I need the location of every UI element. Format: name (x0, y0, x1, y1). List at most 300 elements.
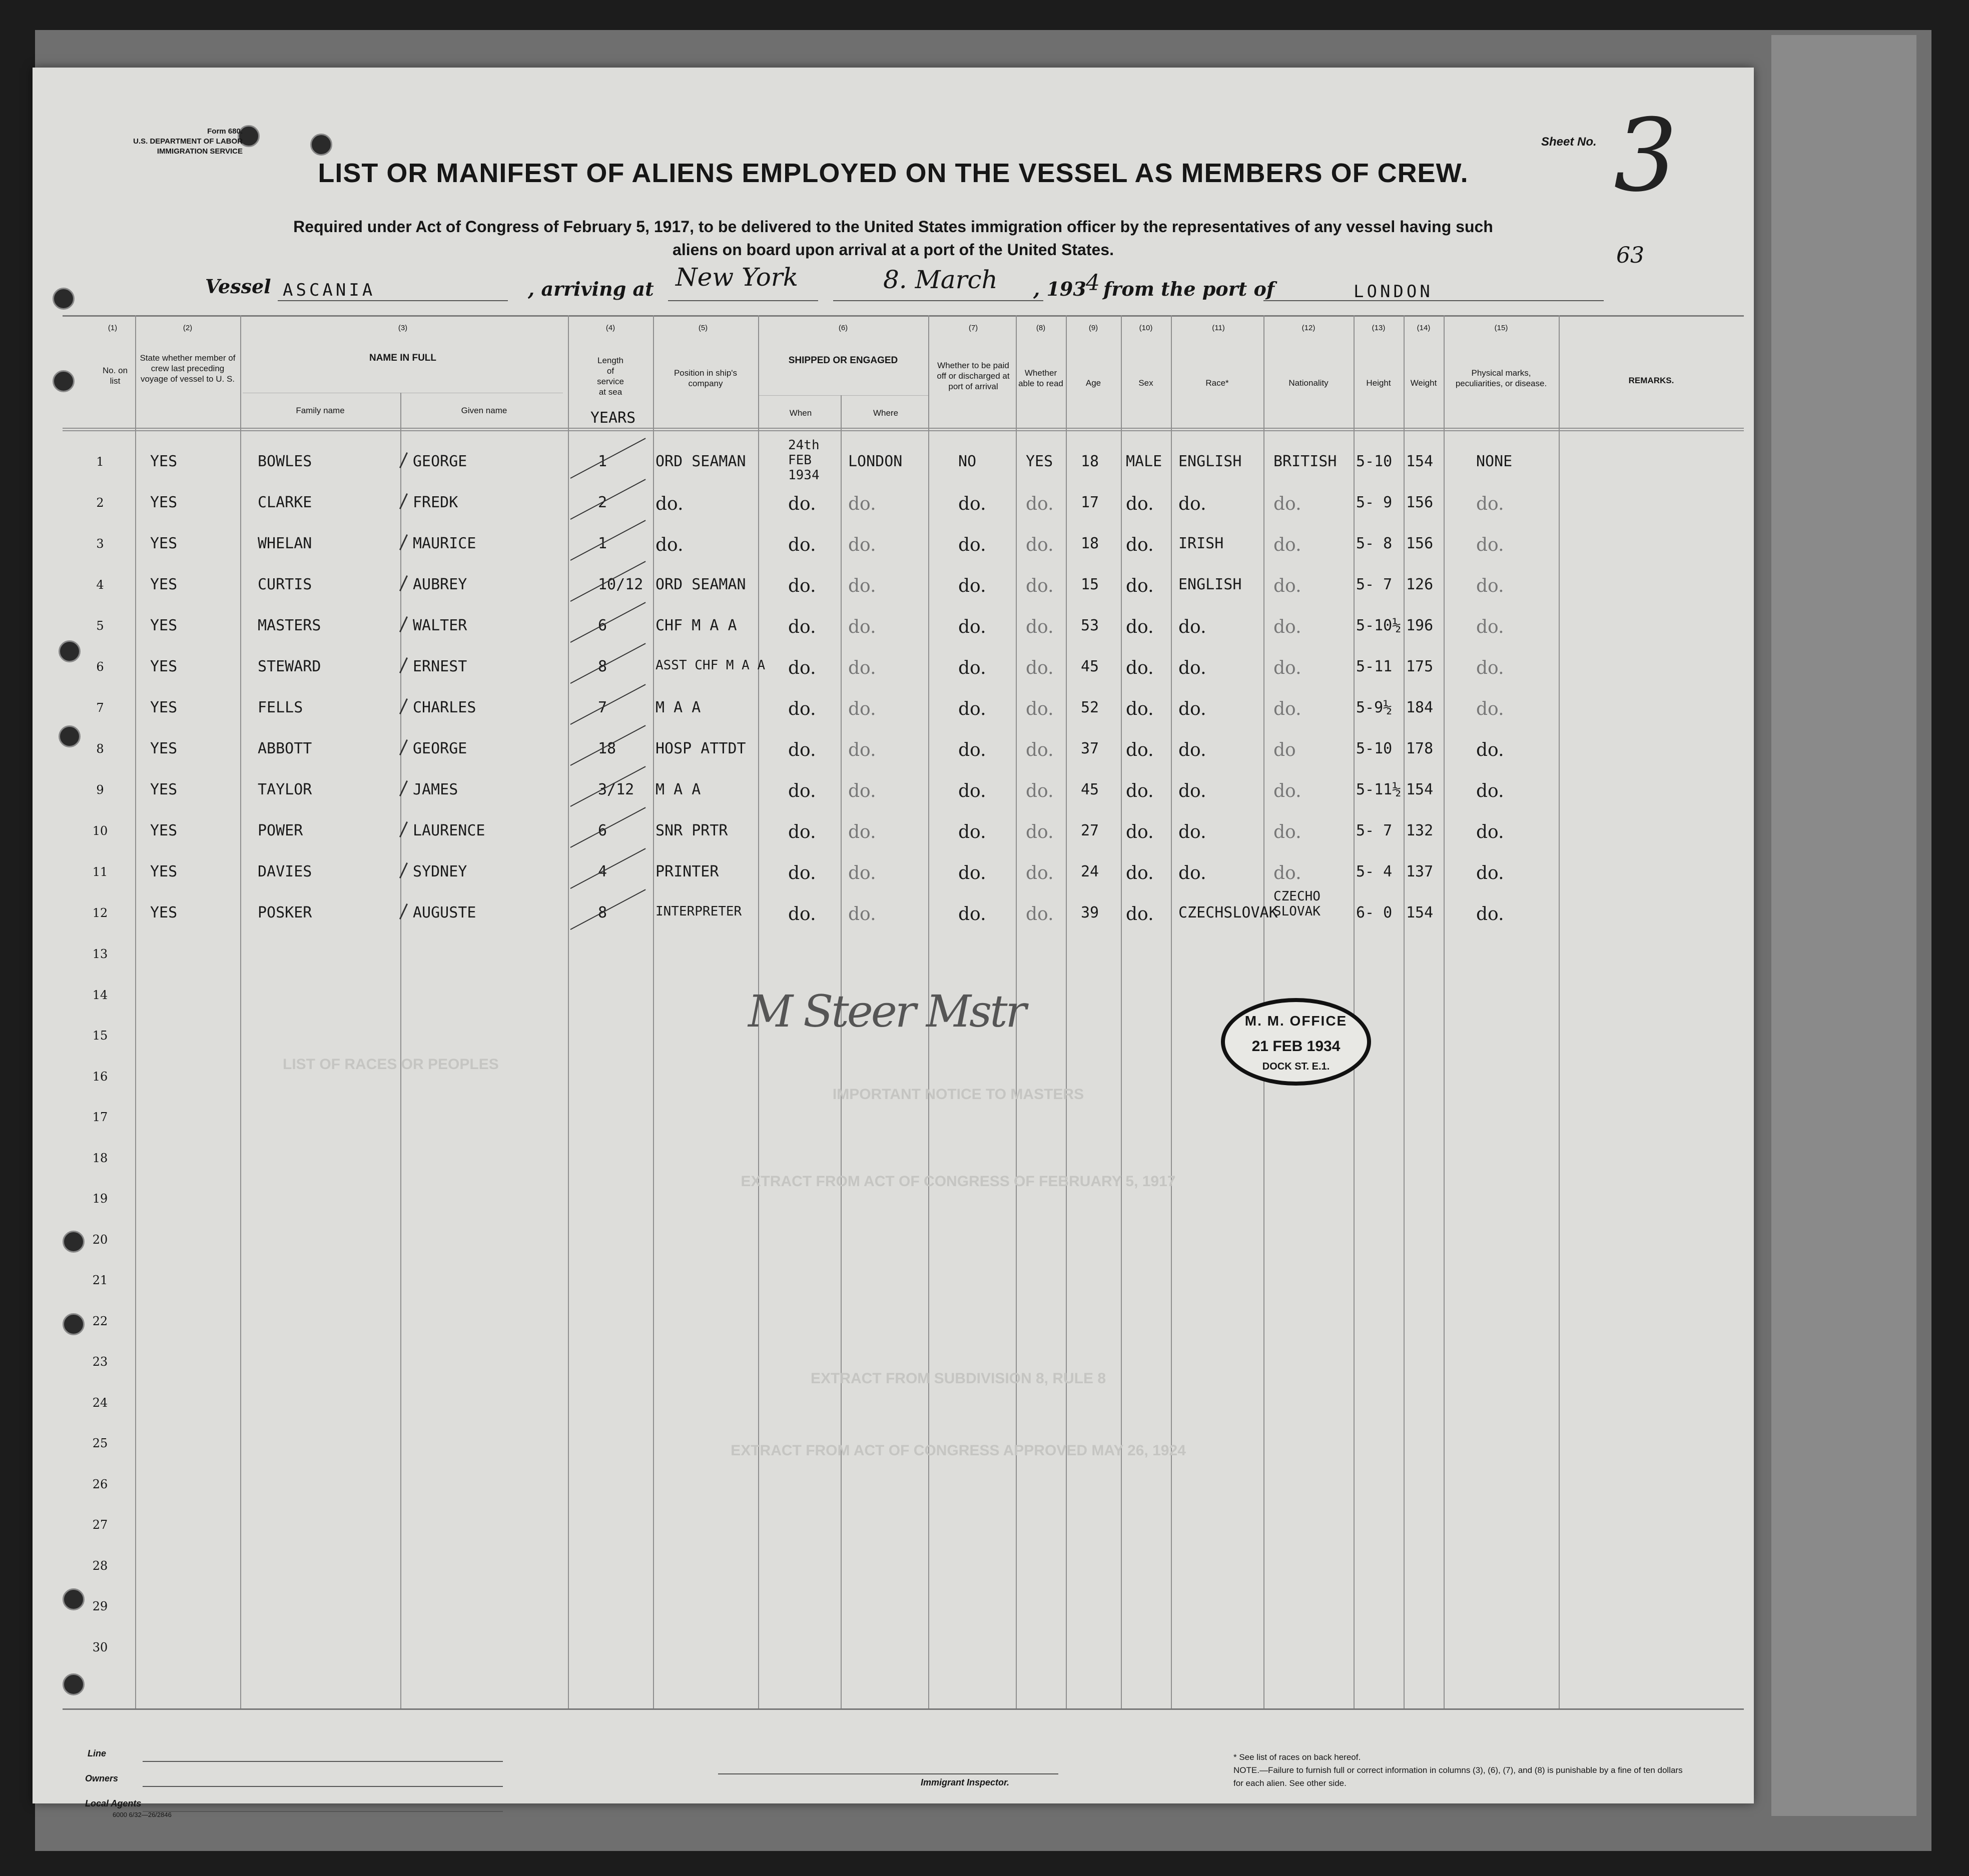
arriving-label: , arriving at (528, 278, 654, 300)
punch-hole (53, 288, 75, 310)
row-number: 17 (92, 1110, 108, 1124)
service-length-cell[interactable]: 3/12 (598, 781, 634, 798)
row-number: 18 (92, 1151, 108, 1165)
able-to-read-cell[interactable]: do. (1026, 822, 1054, 842)
sex-cell[interactable]: do. (1126, 617, 1154, 637)
given-name-cell[interactable]: LAURENCE (413, 822, 485, 839)
given-name-cell[interactable]: GEORGE (413, 740, 467, 757)
given-name-cell[interactable]: SYDNEY (413, 863, 467, 880)
subtitle (183, 215, 1604, 261)
position-cell[interactable]: M A A (655, 781, 701, 798)
family-name-cell[interactable]: FELLS (258, 699, 303, 716)
sex-cell[interactable]: do. (1126, 781, 1154, 801)
given-name-cell[interactable]: AUBREY (413, 576, 467, 593)
height-cell[interactable]: 5- 7 (1356, 822, 1393, 839)
position-cell[interactable]: M A A (655, 699, 701, 716)
family-name-cell[interactable]: MASTERS (258, 617, 321, 634)
given-name-cell[interactable]: FREDK (413, 494, 458, 511)
height-cell[interactable]: 6- 0 (1356, 904, 1393, 921)
physical-marks-cell[interactable]: do. (1476, 740, 1504, 760)
tally-stroke (570, 479, 646, 520)
col-14-header: Weight (1410, 378, 1437, 388)
shipped-when-cell[interactable]: do. (788, 535, 816, 555)
stamp-top-text: M. M. OFFICE (1244, 1013, 1348, 1029)
sex-cell[interactable]: do. (1126, 904, 1154, 924)
physical-marks-cell[interactable]: do. (1476, 904, 1504, 924)
row-number: 12 (92, 906, 108, 920)
given-name-cell[interactable]: MAURICE (413, 535, 476, 552)
age-cell[interactable]: 45 (1081, 658, 1099, 675)
age-cell[interactable]: 52 (1081, 699, 1099, 716)
paid-off-cell[interactable]: do. (958, 904, 986, 924)
height-cell[interactable]: 5- 7 (1356, 576, 1393, 593)
position-cell[interactable]: CHF M A A (655, 617, 737, 634)
position-cell[interactable]: ASST CHF M A A (655, 658, 766, 673)
col-15-number: (15) (1494, 324, 1508, 332)
family-name-cell[interactable]: STEWARD (258, 658, 321, 675)
row-number: 16 (92, 1069, 108, 1084)
family-name-cell[interactable]: ABBOTT (258, 740, 312, 757)
nationality-cell[interactable]: do (1273, 740, 1296, 760)
weight-cell[interactable]: 132 (1406, 822, 1434, 839)
shipped-when-cell[interactable]: do. (788, 863, 816, 883)
penalty-note: NOTE.—Failure to furnish full or correct information in columns (3), (6), (7), and (8) is punishable by a fine of ten dollars for each alien. See other side. (1233, 1765, 1683, 1788)
row-number: 24 (92, 1395, 108, 1410)
punch-hole (59, 725, 81, 747)
row-number: 7 (96, 701, 104, 715)
able-to-read-cell[interactable]: do. (1026, 535, 1054, 555)
able-to-read-cell[interactable]: do. (1026, 740, 1054, 760)
physical-marks-cell[interactable]: do. (1476, 617, 1504, 637)
weight-cell[interactable]: 196 (1406, 617, 1434, 634)
tally-stroke (570, 602, 646, 643)
family-name-cell[interactable]: WHELAN (258, 535, 312, 552)
date-value[interactable]: 8. March (883, 265, 998, 294)
service-length-cell[interactable]: 8 (598, 658, 607, 675)
col-13-number: (13) (1372, 324, 1386, 332)
weight-cell[interactable]: 156 (1406, 494, 1434, 511)
height-cell[interactable]: 5-10 (1356, 740, 1393, 757)
height-cell[interactable]: 5-10½ (1356, 617, 1402, 634)
weight-cell[interactable]: 137 (1406, 863, 1434, 880)
position-cell[interactable]: ORD SEAMAN (655, 453, 746, 470)
age-cell[interactable]: 24 (1081, 863, 1099, 880)
col-8-number: (8) (1036, 324, 1046, 332)
service-length-cell[interactable]: 2 (598, 494, 607, 511)
row-number: 8 (96, 742, 104, 756)
shipped-where-cell[interactable]: do. (848, 617, 876, 637)
shipped-when-cell[interactable]: do. (788, 576, 816, 596)
col-8-header: Whether able to read (1018, 368, 1063, 388)
able-to-read-cell[interactable]: do. (1026, 658, 1054, 678)
paid-off-cell[interactable]: do. (958, 576, 986, 596)
nationality-cell[interactable]: do. (1273, 494, 1301, 514)
position-cell[interactable]: SNR PRTR (655, 822, 728, 839)
sex-cell[interactable]: do. (1126, 699, 1154, 719)
paid-off-cell[interactable]: do. (958, 822, 986, 842)
col-9-number: (9) (1088, 324, 1098, 332)
sex-cell[interactable]: do. (1126, 822, 1154, 842)
row-number: 15 (92, 1029, 108, 1043)
prev-voyage-cell[interactable]: YES (150, 494, 178, 511)
bleed-heading-1: LIST OF RACES OR PEOPLES (283, 1056, 499, 1073)
punch-hole (63, 1588, 85, 1610)
height-cell[interactable]: 5- 8 (1356, 535, 1393, 552)
given-name-cell[interactable]: AUGUSTE (413, 904, 476, 921)
prev-voyage-cell[interactable]: YES (150, 453, 178, 470)
row-number: 9 (96, 783, 104, 797)
tally-stroke (570, 520, 646, 561)
height-cell[interactable]: 5-11½ (1356, 781, 1402, 798)
col-3-given-header: Given name (461, 406, 507, 415)
col-6-header: SHIPPED OR ENGAGED (788, 355, 898, 366)
physical-marks-cell[interactable]: do. (1476, 822, 1504, 842)
age-cell[interactable]: 45 (1081, 781, 1099, 798)
shipped-where-cell[interactable]: do. (848, 863, 876, 883)
position-cell[interactable]: HOSP ATTDT (655, 740, 746, 757)
height-cell[interactable]: 5-11 (1356, 658, 1393, 675)
owners-label: Owners (85, 1773, 119, 1783)
nationality-cell[interactable]: CZECHO SLOVAK (1273, 889, 1321, 919)
tally-stroke (570, 889, 646, 930)
physical-marks-cell[interactable]: do. (1476, 863, 1504, 883)
tally-stroke (570, 684, 646, 725)
tally-stroke (570, 643, 646, 684)
family-name-cell[interactable]: POWER (258, 822, 303, 839)
col-11-number: (11) (1212, 324, 1225, 332)
shipped-where-cell[interactable]: do. (848, 781, 876, 801)
shipped-where-cell[interactable]: do. (848, 822, 876, 842)
weight-cell[interactable]: 184 (1406, 699, 1434, 716)
row-number: 20 (92, 1232, 108, 1247)
physical-marks-cell[interactable]: do. (1476, 494, 1504, 514)
row-number: 10 (92, 824, 108, 838)
see-races-note: * See list of races on back hereof. (1233, 1752, 1361, 1762)
age-cell[interactable]: 39 (1081, 904, 1099, 921)
row-number: 13 (92, 947, 108, 961)
physical-marks-cell[interactable]: NONE (1476, 453, 1513, 470)
shipped-where-cell[interactable]: do. (848, 576, 876, 596)
family-name-cell[interactable]: TAYLOR (258, 781, 312, 798)
nationality-cell[interactable]: do. (1273, 576, 1301, 596)
height-cell[interactable]: 5- 9 (1356, 494, 1393, 511)
weight-cell[interactable]: 154 (1406, 781, 1434, 798)
service: IMMIGRATION SERVICE (157, 147, 243, 156)
position-cell[interactable]: PRINTER (655, 863, 719, 880)
row-number: 21 (92, 1273, 108, 1287)
row-number: 23 (92, 1355, 108, 1369)
shipped-when-cell[interactable]: do. (788, 740, 816, 760)
position-cell[interactable]: do. (655, 535, 684, 555)
race-cell[interactable]: do. (1178, 822, 1206, 842)
row-number: 1 (96, 455, 104, 469)
nationality-cell[interactable]: do. (1273, 699, 1301, 719)
able-to-read-cell[interactable]: do. (1026, 617, 1054, 637)
paid-off-cell[interactable]: do. (958, 781, 986, 801)
service-length-cell[interactable]: 4 (598, 863, 607, 880)
col-10-number: (10) (1139, 324, 1153, 332)
shipped-where-cell[interactable]: do. (848, 740, 876, 760)
punch-hole (310, 134, 332, 156)
prev-voyage-cell[interactable]: YES (150, 699, 178, 716)
punch-hole (63, 1673, 85, 1695)
weight-cell[interactable]: 156 (1406, 535, 1434, 552)
given-name-cell[interactable]: CHARLES (413, 699, 476, 716)
form-print-code: 6000 6/32—26/2846 (113, 1811, 172, 1818)
page-title: LIST OR MANIFEST OF ALIENS EMPLOYED ON THE VESSEL AS MEMBERS OF CREW. (318, 158, 1469, 188)
col-1-header: No. on list (102, 366, 128, 386)
shipped-where-cell[interactable]: do. (848, 904, 876, 924)
col-4-header: Length of service at sea (597, 356, 624, 397)
able-to-read-cell[interactable]: YES (1026, 453, 1053, 470)
local-agents-label: Local Agents (85, 1798, 142, 1808)
row-number: 2 (96, 496, 104, 510)
shipped-where-cell[interactable]: do. (848, 494, 876, 514)
given-name-cell[interactable]: WALTER (413, 617, 467, 634)
row-number: 28 (92, 1558, 108, 1573)
col-7-header: Whether to be paid off or discharged at port of arrival (937, 361, 1010, 391)
row-number: 19 (92, 1192, 108, 1206)
family-name-cell[interactable]: BOWLES (258, 453, 312, 470)
sex-cell[interactable]: MALE (1126, 453, 1162, 470)
col-9-header: Age (1085, 378, 1101, 388)
paid-off-cell[interactable]: do. (958, 494, 986, 514)
age-cell[interactable]: 53 (1081, 617, 1099, 634)
col-6-number: (6) (838, 324, 848, 332)
col-12-number: (12) (1301, 324, 1316, 332)
position-cell[interactable]: do. (655, 494, 684, 514)
race-cell[interactable]: do. (1178, 617, 1206, 637)
physical-marks-cell[interactable]: do. (1476, 781, 1504, 801)
given-name-cell[interactable]: GEORGE (413, 453, 467, 470)
shipped-where-cell[interactable]: LONDON (848, 453, 903, 470)
master-signature: M Steer Mstr (748, 986, 1025, 1037)
row-number: 4 (96, 578, 104, 592)
form-number: Form 680. (207, 127, 243, 136)
row-number: 26 (92, 1477, 108, 1491)
prev-voyage-cell[interactable]: YES (150, 535, 178, 552)
backing-sheet-right (1771, 35, 1916, 1816)
able-to-read-cell[interactable]: do. (1026, 494, 1054, 514)
prev-voyage-cell[interactable]: YES (150, 658, 178, 675)
race-cell[interactable]: do. (1178, 863, 1206, 883)
service-length-cell[interactable]: 6 (598, 822, 607, 839)
sex-cell[interactable]: do. (1126, 576, 1154, 596)
age-cell[interactable]: 18 (1081, 453, 1099, 470)
race-cell[interactable]: CZECHSLOVAK (1178, 904, 1278, 921)
nationality-cell[interactable]: do. (1273, 863, 1301, 883)
given-name-cell[interactable]: JAMES (413, 781, 458, 798)
age-cell[interactable]: 37 (1081, 740, 1099, 757)
family-name-cell[interactable]: DAVIES (258, 863, 312, 880)
row-number: 27 (92, 1518, 108, 1532)
position-cell[interactable]: ORD SEAMAN (655, 576, 746, 593)
shipped-when-cell[interactable]: do. (788, 658, 816, 678)
bleed-heading-2: IMPORTANT NOTICE TO MASTERS (832, 1086, 1084, 1103)
race-cell[interactable]: do. (1178, 781, 1206, 801)
col-14-number: (14) (1417, 324, 1431, 332)
prev-voyage-cell[interactable]: YES (150, 822, 178, 839)
subtitle-line-2: aliens on board upon arrival at a port of the United States. (673, 241, 1114, 259)
footer-note (1233, 1751, 1684, 1790)
service-length-cell[interactable]: 1 (598, 453, 607, 470)
nationality-cell[interactable]: BRITISH (1273, 453, 1337, 470)
race-cell[interactable]: IRISH (1178, 535, 1224, 552)
physical-marks-cell[interactable]: do. (1476, 699, 1504, 719)
col-6-when-header: When (789, 408, 812, 418)
tally-stroke (570, 438, 646, 479)
arriving-value[interactable]: New York (676, 263, 798, 292)
prev-voyage-cell[interactable]: YES (150, 904, 178, 921)
given-name-cell[interactable]: ERNEST (413, 658, 467, 675)
prev-voyage-cell[interactable]: YES (150, 617, 178, 634)
age-cell[interactable]: 15 (1081, 576, 1099, 593)
sex-cell[interactable]: do. (1126, 494, 1154, 514)
stamp-bottom-text: DOCK ST. E.1. (1262, 1061, 1330, 1072)
weight-cell[interactable]: 178 (1406, 740, 1434, 757)
col-2-header: State whether member of crew last preceding voyage of vessel to U. S. (140, 353, 236, 384)
physical-marks-cell[interactable]: do. (1476, 658, 1504, 678)
row-number: 22 (92, 1314, 108, 1328)
sex-cell[interactable]: do. (1126, 658, 1154, 678)
corner-note: 63 (1616, 243, 1644, 268)
height-cell[interactable]: 5-9½ (1356, 699, 1393, 716)
shipped-when-cell[interactable]: do. (788, 617, 816, 637)
age-cell[interactable]: 18 (1081, 535, 1099, 552)
from-port-label: from the port of (1103, 278, 1275, 300)
race-cell[interactable]: ENGLISH (1178, 576, 1242, 593)
height-cell[interactable]: 5-10 (1356, 453, 1393, 470)
shipped-when-cell[interactable]: do. (788, 699, 816, 719)
port-value[interactable]: LONDON (1354, 282, 1433, 302)
col-11-header: Race* (1205, 378, 1229, 388)
paid-off-cell[interactable]: do. (958, 863, 986, 883)
age-cell[interactable]: 17 (1081, 494, 1099, 511)
prev-voyage-cell[interactable]: YES (150, 863, 178, 880)
tally-stroke (570, 807, 646, 848)
subtitle-line-1: Required under Act of Congress of February 5, 1917, to be delivered to the United States immigration officer by the representatives of any vessel having such (293, 218, 1493, 236)
paid-off-cell[interactable]: NO (958, 453, 977, 470)
department: U.S. DEPARTMENT OF LABOR (133, 137, 243, 146)
year-suffix[interactable]: 4 (1086, 270, 1100, 296)
prev-voyage-cell[interactable]: YES (150, 781, 178, 798)
race-cell[interactable]: ENGLISH (1178, 453, 1242, 470)
tally-stroke (570, 848, 646, 889)
shipped-when-cell[interactable]: do. (788, 781, 816, 801)
weight-cell[interactable]: 154 (1406, 453, 1434, 470)
vessel-label: Vessel (205, 275, 271, 298)
able-to-read-cell[interactable]: do. (1026, 904, 1054, 924)
nationality-cell[interactable]: do. (1273, 781, 1301, 801)
service-length-cell[interactable]: 1 (598, 535, 607, 552)
col-12-header: Nationality (1288, 378, 1329, 388)
col-3-family-header: Family name (296, 406, 345, 415)
shipped-where-cell[interactable]: do. (848, 535, 876, 555)
year-prefix: , 193 (1033, 278, 1086, 300)
family-name-cell[interactable]: POSKER (258, 904, 312, 921)
race-cell[interactable]: do. (1178, 740, 1206, 760)
race-cell[interactable]: do. (1178, 699, 1206, 719)
row-number: 25 (92, 1436, 108, 1450)
able-to-read-cell[interactable]: do. (1026, 863, 1054, 883)
race-cell[interactable]: do. (1178, 494, 1206, 514)
reverse-bleed-through (283, 1043, 1634, 1693)
bleed-heading-4: EXTRACT FROM SUBDIVISION 8, RULE 8 (810, 1370, 1106, 1387)
col-4-number: (4) (605, 324, 615, 332)
col-6-where-header: Where (873, 408, 899, 418)
height-cell[interactable]: 5- 4 (1356, 863, 1393, 880)
prev-voyage-cell[interactable]: YES (150, 576, 178, 593)
tally-stroke (570, 725, 646, 766)
col-3-header: NAME IN FULL (369, 353, 437, 363)
col-4-unit: YEARS (590, 409, 636, 427)
manifest-sheet (33, 68, 1754, 1818)
service-length-cell[interactable]: 6 (598, 617, 607, 634)
able-to-read-cell[interactable]: do. (1026, 576, 1054, 596)
paid-off-cell[interactable]: do. (958, 617, 986, 637)
bleed-heading-5: EXTRACT FROM ACT OF CONGRESS APPROVED MAY 26, 1924 (731, 1442, 1186, 1459)
form-identifier (78, 127, 243, 157)
nationality-cell[interactable]: do. (1273, 822, 1301, 842)
service-length-cell[interactable]: 8 (598, 904, 607, 921)
shipped-when-cell[interactable]: do. (788, 822, 816, 842)
service-length-cell[interactable]: 7 (598, 699, 607, 716)
shipped-when-cell[interactable]: 24th FEB 1934 (788, 438, 820, 483)
paid-off-cell[interactable]: do. (958, 699, 986, 719)
col-5-number: (5) (698, 324, 708, 332)
age-cell[interactable]: 27 (1081, 822, 1099, 839)
col-10-header: Sex (1138, 378, 1153, 388)
family-name-cell[interactable]: CLARKE (258, 494, 312, 511)
punch-hole (63, 1313, 85, 1335)
weight-cell[interactable]: 175 (1406, 658, 1434, 675)
col-5-header: Position in ship's company (674, 368, 738, 388)
weight-cell[interactable]: 154 (1406, 904, 1434, 921)
position-cell[interactable]: INTERPRETER (655, 904, 742, 919)
race-cell[interactable]: do. (1178, 658, 1206, 678)
prev-voyage-cell[interactable]: YES (150, 740, 178, 757)
col-3-number: (3) (398, 324, 408, 332)
vessel-value[interactable]: ASCANIA (283, 280, 376, 300)
nationality-cell[interactable]: do. (1273, 658, 1301, 678)
service-length-cell[interactable]: 10/12 (598, 576, 643, 593)
service-length-cell[interactable]: 18 (598, 740, 616, 757)
paid-off-cell[interactable]: do. (958, 658, 986, 678)
weight-cell[interactable]: 126 (1406, 576, 1434, 593)
able-to-read-cell[interactable]: do. (1026, 781, 1054, 801)
sex-cell[interactable]: do. (1126, 740, 1154, 760)
physical-marks-cell[interactable]: do. (1476, 576, 1504, 596)
nationality-cell[interactable]: do. (1273, 535, 1301, 555)
paid-off-cell[interactable]: do. (958, 535, 986, 555)
paid-off-cell[interactable]: do. (958, 740, 986, 760)
physical-marks-cell[interactable]: do. (1476, 535, 1504, 555)
family-name-cell[interactable]: CURTIS (258, 576, 312, 593)
tally-stroke (570, 766, 646, 807)
row-number: 14 (92, 988, 108, 1002)
nationality-cell[interactable]: do. (1273, 617, 1301, 637)
shipped-where-cell[interactable]: do. (848, 699, 876, 719)
col-7-number: (7) (968, 324, 978, 332)
col-1-number: (1) (108, 324, 118, 332)
able-to-read-cell[interactable]: do. (1026, 699, 1054, 719)
row-number: 3 (96, 537, 104, 551)
sex-cell[interactable]: do. (1126, 863, 1154, 883)
shipped-where-cell[interactable]: do. (848, 658, 876, 678)
shipped-when-cell[interactable]: do. (788, 494, 816, 514)
shipped-when-cell[interactable]: do. (788, 904, 816, 924)
sex-cell[interactable]: do. (1126, 535, 1154, 555)
